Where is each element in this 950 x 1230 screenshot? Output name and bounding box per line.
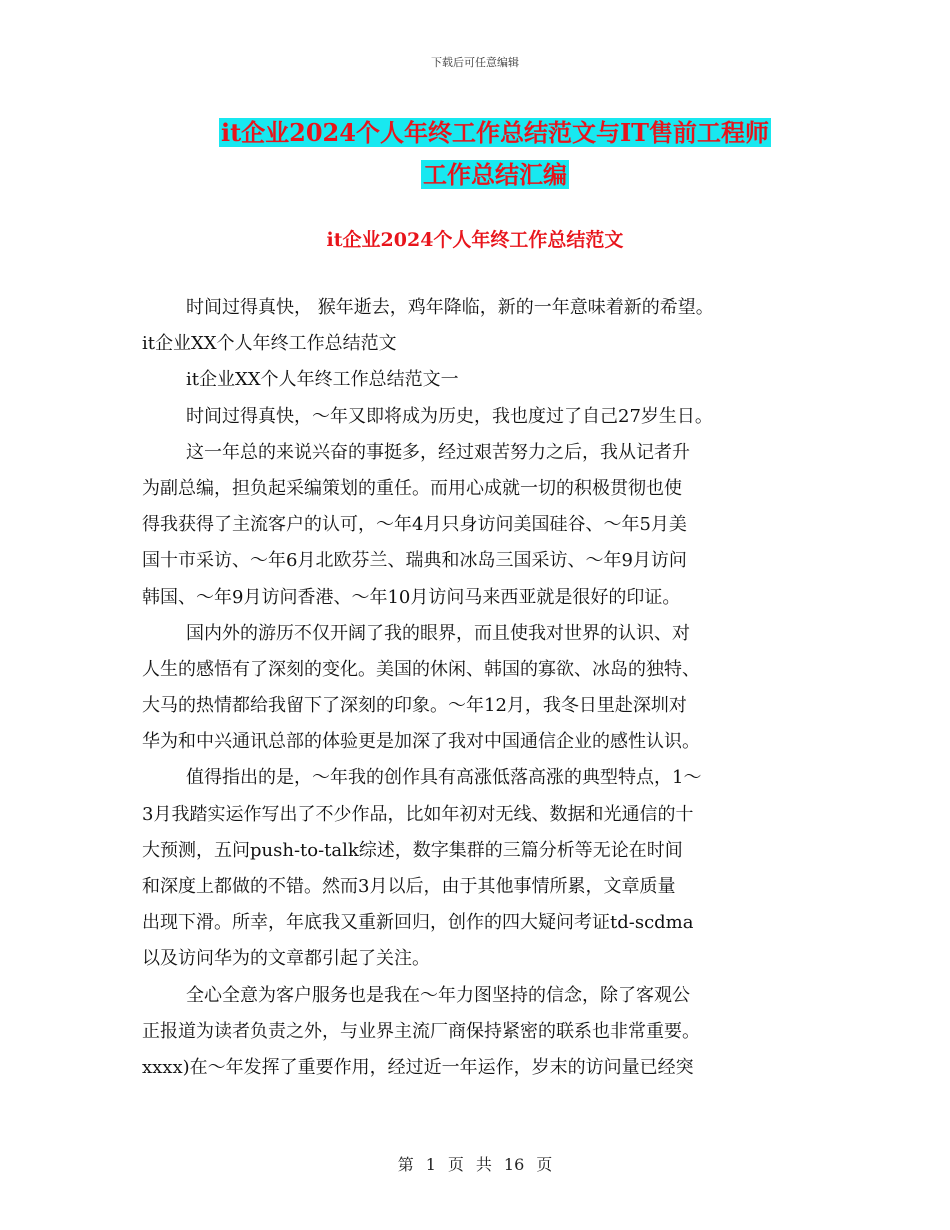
- paragraph-line: it企业XX个人年终工作总结范文一: [186, 369, 459, 391]
- paragraph-line: 韩国、～年9月访问香港、～年10月访问马来西亚就是很好的印证。: [142, 586, 681, 608]
- header-note: 下载后可任意编辑: [431, 56, 519, 69]
- paragraph-line: 时间过得真快， 猴年逝去，鸡年降临，新的一年意味着新的希望。: [186, 297, 714, 318]
- page-number: 1: [425, 1155, 436, 1174]
- paragraph-line: 得我获得了主流客户的认可，～年4月只身访问美国硅谷、～年5月美: [142, 514, 687, 536]
- page-unit: 页: [447, 1155, 464, 1174]
- total-label: 共: [475, 1155, 492, 1174]
- paragraph-line: it企业XX个人年终工作总结范文: [142, 333, 397, 355]
- paragraph-line: 大预测，五问push-to-talk综述，数字集群的三篇分析等无论在时间: [142, 839, 683, 861]
- document-title: [140, 112, 850, 196]
- paragraph-line: 大马的热情都给我留下了深刻的印象。～年12月，我冬日里赴深圳对: [142, 695, 687, 717]
- body-text: [142, 290, 832, 1086]
- paragraph-line: 国内外的游历不仅开阔了我的眼界，而且使我对世界的认识、对: [186, 622, 690, 644]
- paragraph-line: 以及访问华为的文章都引起了关注。: [142, 948, 430, 970]
- paragraph-line: 出现下滑。所幸，年底我又重新回归，创作的四大疑问考证td-scdma: [142, 912, 694, 934]
- paragraph-line: 人生的感悟有了深刻的变化。美国的休闲、韩国的寡欲、冰岛的独特、: [142, 658, 700, 680]
- paragraph-line: 3月我踏实运作写出了不少作品，比如年初对无线、数据和光通信的十: [142, 803, 694, 825]
- paragraph-line: 值得指出的是，～年我的创作具有高涨低落高涨的典型特点，1～: [186, 767, 702, 789]
- title-line-1: it企业2024个人年终工作总结范文与IT售前工程师: [220, 118, 770, 147]
- total-unit: 页: [536, 1155, 553, 1174]
- paragraph-line: xxxx)在～年发挥了重要作用，经过近一年运作，岁末的访问量已经突: [142, 1056, 694, 1078]
- title-line-2: 工作总结汇编: [423, 160, 567, 189]
- page-label: 第: [397, 1155, 414, 1174]
- paragraph-line: 华为和中兴通讯总部的体验更是加深了我对中国通信企业的感性认识。: [142, 731, 700, 753]
- paragraph-line: 和深度上都做的不错。然而3月以后，由于其他事情所累，文章质量: [142, 876, 676, 897]
- paragraph-line: 为副总编，担负起采编策划的重任。而用心成就一切的积极贯彻也使: [142, 477, 682, 499]
- paragraph-line: 全心全意为客户服务也是我在～年力图坚持的信念，除了客观公: [186, 984, 690, 1006]
- section-title: it企业2024个人年终工作总结范文: [326, 229, 624, 251]
- total-pages: 16: [503, 1155, 525, 1174]
- page-footer: [0, 1152, 950, 1175]
- paragraph-line: 时间过得真快，～年又即将成为历史，我也度过了自己27岁生日。: [186, 405, 713, 427]
- paragraph-line: 正报道为读者负责之外，与业界主流厂商保持紧密的联系也非常重要。: [142, 1020, 700, 1042]
- paragraph-line: 国十市采访、～年6月北欧芬兰、瑞典和冰岛三国采访、～年9月访问: [142, 550, 687, 572]
- paragraph-line: 这一年总的来说兴奋的事挺多，经过艰苦努力之后，我从记者升: [186, 441, 690, 463]
